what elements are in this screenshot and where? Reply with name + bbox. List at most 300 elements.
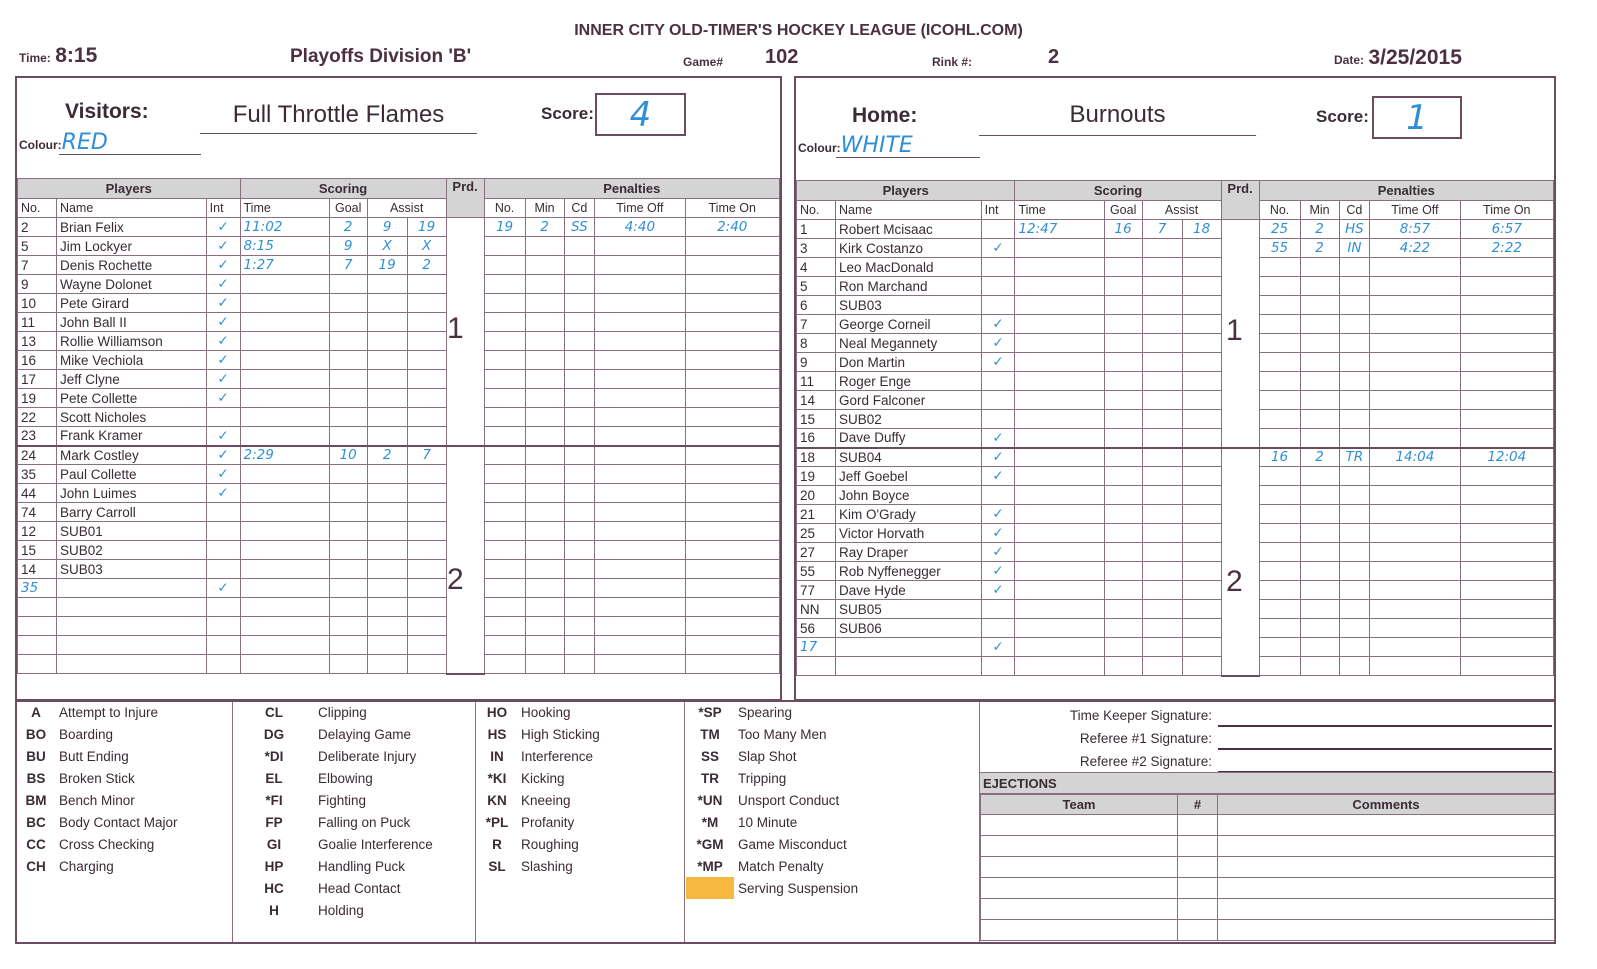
penalty-minutes[interactable] [1300,562,1339,581]
player-int-check[interactable]: ✓ [206,294,240,313]
penalty-time-on[interactable] [1460,410,1553,429]
player-int-check[interactable]: ✓ [206,332,240,351]
assist-2[interactable] [1182,448,1221,467]
penalty-time-off[interactable] [1370,543,1460,562]
penalty-time-off[interactable] [1370,391,1460,410]
penalty-code[interactable] [1339,543,1370,562]
player-number[interactable] [18,598,57,617]
penalty-code[interactable] [564,294,595,313]
player-int-check[interactable]: ✓ [206,389,240,408]
penalty-time-off[interactable] [595,636,685,655]
penalty-number[interactable] [484,522,525,541]
goal-time[interactable]: 1:27 [240,256,329,275]
penalty-number[interactable] [484,237,525,256]
player-int-check[interactable]: ✓ [206,256,240,275]
goal-time[interactable] [1015,581,1104,600]
assist-1[interactable] [367,275,407,294]
ejection-comments-cell[interactable] [1218,836,1555,857]
assist-2[interactable]: X [407,237,446,256]
assist-1[interactable] [367,636,407,655]
penalty-code[interactable] [564,560,595,579]
goal-scorer[interactable] [1104,429,1142,448]
player-number[interactable]: 74 [18,503,57,522]
player-name[interactable]: SUB02 [835,410,981,429]
goal-scorer[interactable] [1104,467,1142,486]
penalty-number[interactable] [484,427,525,446]
player-number[interactable]: 11 [18,313,57,332]
penalty-time-off[interactable] [595,560,685,579]
player-name[interactable]: Neal Megannety [835,334,981,353]
penalty-number[interactable] [1259,581,1300,600]
player-number[interactable]: 5 [18,237,57,256]
penalty-code[interactable] [1339,505,1370,524]
penalty-minutes[interactable] [1300,315,1339,334]
goal-scorer[interactable] [329,503,367,522]
goal-time[interactable] [1015,486,1104,505]
player-number[interactable]: 14 [18,560,57,579]
penalty-time-on[interactable] [685,541,780,560]
penalty-time-off[interactable] [595,294,685,313]
assist-1[interactable] [1142,581,1182,600]
assist-2[interactable] [1182,505,1221,524]
assist-2[interactable] [1182,315,1221,334]
assist-1[interactable] [367,560,407,579]
goal-scorer[interactable] [1104,372,1142,391]
player-int-check[interactable]: ✓ [981,543,1015,562]
goal-time[interactable] [1015,505,1104,524]
penalty-number[interactable] [1259,277,1300,296]
goal-time[interactable] [240,351,329,370]
penalty-code[interactable] [564,332,595,351]
penalty-minutes[interactable] [1300,486,1339,505]
player-name[interactable]: SUB04 [835,448,981,467]
goal-time[interactable] [1015,619,1104,638]
goal-scorer[interactable]: 7 [329,256,367,275]
penalty-code[interactable] [564,408,595,427]
penalty-code[interactable] [564,275,595,294]
player-int-check[interactable] [206,522,240,541]
player-name[interactable]: SUB01 [56,522,206,541]
assist-1[interactable] [367,465,407,484]
penalty-time-on[interactable] [685,275,780,294]
penalty-time-on[interactable] [685,522,780,541]
player-number[interactable]: 17 [18,370,57,389]
assist-2[interactable] [407,294,446,313]
penalty-time-on[interactable] [1460,524,1553,543]
assist-1[interactable] [1142,657,1182,676]
penalty-time-on[interactable] [1460,296,1553,315]
penalty-time-off[interactable] [595,427,685,446]
goal-time[interactable] [1015,315,1104,334]
goal-time[interactable] [1015,448,1104,467]
penalty-number[interactable] [1259,391,1300,410]
player-int-check[interactable]: ✓ [206,484,240,503]
goal-time[interactable] [240,522,329,541]
player-number[interactable]: 22 [18,408,57,427]
penalty-number[interactable] [484,484,525,503]
assist-1[interactable] [1142,315,1182,334]
penalty-minutes[interactable] [525,446,564,465]
penalty-time-off[interactable]: 4:22 [1370,239,1460,258]
penalty-time-off[interactable] [1370,619,1460,638]
penalty-minutes[interactable] [525,636,564,655]
penalty-time-on[interactable] [1460,486,1553,505]
player-name[interactable]: Denis Rochette [56,256,206,275]
player-number[interactable] [18,636,57,655]
goal-scorer[interactable] [329,617,367,636]
player-name[interactable]: Jeff Goebel [835,467,981,486]
penalty-minutes[interactable] [525,370,564,389]
penalty-time-off[interactable] [595,370,685,389]
goal-scorer[interactable] [1104,486,1142,505]
penalty-code[interactable] [564,389,595,408]
assist-1[interactable] [1142,638,1182,657]
penalty-time-off[interactable] [1370,562,1460,581]
player-number[interactable]: 8 [797,334,836,353]
assist-2[interactable] [407,579,446,598]
assist-1[interactable] [367,579,407,598]
penalty-time-off[interactable] [1370,353,1460,372]
goal-time[interactable] [240,541,329,560]
assist-2[interactable] [407,541,446,560]
penalty-minutes[interactable] [1300,638,1339,657]
penalty-number[interactable] [1259,505,1300,524]
penalty-code[interactable] [564,465,595,484]
assist-2[interactable] [407,636,446,655]
goal-scorer[interactable] [1104,543,1142,562]
penalty-time-on[interactable]: 2:22 [1460,239,1553,258]
assist-1[interactable] [1142,277,1182,296]
ejection-comments-cell[interactable] [1218,920,1555,941]
penalty-time-on[interactable] [1460,600,1553,619]
penalty-number[interactable]: 19 [484,218,525,237]
player-int-check[interactable] [981,600,1015,619]
ejection-team-cell[interactable] [981,920,1178,941]
penalty-number[interactable] [484,636,525,655]
penalty-time-off[interactable] [1370,638,1460,657]
assist-1[interactable] [1142,429,1182,448]
referee1-signature-line[interactable] [1218,748,1552,750]
player-int-check[interactable]: ✓ [206,370,240,389]
assist-2[interactable] [1182,391,1221,410]
penalty-time-off[interactable] [1370,505,1460,524]
penalty-time-on[interactable] [685,237,780,256]
goal-scorer[interactable] [1104,505,1142,524]
penalty-code[interactable] [1339,277,1370,296]
penalty-code[interactable] [564,446,595,465]
goal-time[interactable] [240,294,329,313]
penalty-time-off[interactable] [1370,486,1460,505]
assist-1[interactable] [367,617,407,636]
penalty-time-off[interactable] [1370,467,1460,486]
player-int-check[interactable] [206,598,240,617]
penalty-code[interactable] [1339,296,1370,315]
assist-1[interactable] [367,370,407,389]
goal-scorer[interactable] [329,427,367,446]
player-int-check[interactable]: ✓ [206,446,240,465]
penalty-time-on[interactable] [1460,334,1553,353]
player-number[interactable]: 7 [18,256,57,275]
penalty-minutes[interactable] [1300,372,1339,391]
player-name[interactable] [56,655,206,674]
goal-scorer[interactable] [329,541,367,560]
assist-1[interactable] [1142,353,1182,372]
assist-2[interactable] [407,408,446,427]
penalty-minutes[interactable] [1300,429,1339,448]
penalty-minutes[interactable]: 2 [1300,448,1339,467]
goal-time[interactable] [1015,600,1104,619]
penalty-time-off[interactable] [595,541,685,560]
goal-scorer[interactable] [329,408,367,427]
penalty-minutes[interactable] [525,427,564,446]
penalty-time-on[interactable] [685,332,780,351]
player-number[interactable]: 23 [18,427,57,446]
penalty-time-on[interactable] [1460,258,1553,277]
penalty-time-on[interactable]: 6:57 [1460,220,1553,239]
assist-1[interactable] [1142,391,1182,410]
player-name[interactable]: Rollie Williamson [56,332,206,351]
assist-1[interactable] [367,522,407,541]
penalty-number[interactable] [484,256,525,275]
penalty-time-on[interactable] [685,636,780,655]
penalty-time-off[interactable] [595,313,685,332]
player-int-check[interactable] [981,277,1015,296]
penalty-time-on[interactable] [685,598,780,617]
penalty-code[interactable] [1339,600,1370,619]
penalty-number[interactable] [484,389,525,408]
penalty-number[interactable] [1259,619,1300,638]
player-int-check[interactable] [206,408,240,427]
player-number[interactable]: 4 [797,258,836,277]
player-name[interactable] [56,617,206,636]
penalty-time-on[interactable] [685,427,780,446]
player-number[interactable] [18,617,57,636]
goal-scorer[interactable] [1104,448,1142,467]
assist-1[interactable]: 9 [367,218,407,237]
penalty-number[interactable] [484,598,525,617]
player-name[interactable] [56,636,206,655]
penalty-time-on[interactable] [1460,505,1553,524]
penalty-number[interactable] [1259,372,1300,391]
assist-2[interactable] [1182,410,1221,429]
goal-time[interactable] [1015,334,1104,353]
penalty-number[interactable] [1259,638,1300,657]
assist-2[interactable] [1182,277,1221,296]
penalty-code[interactable] [1339,334,1370,353]
player-int-check[interactable]: ✓ [981,638,1015,657]
assist-1[interactable] [367,408,407,427]
penalty-minutes[interactable] [1300,543,1339,562]
penalty-time-off[interactable] [1370,524,1460,543]
player-name[interactable]: Brian Felix [56,218,206,237]
player-number[interactable]: 15 [797,410,836,429]
player-int-check[interactable]: ✓ [206,313,240,332]
penalty-minutes[interactable] [1300,524,1339,543]
penalty-minutes[interactable] [525,655,564,674]
assist-2[interactable] [1182,239,1221,258]
penalty-number[interactable] [1259,467,1300,486]
penalty-time-off[interactable] [595,655,685,674]
home-colour[interactable]: Colour:WHITE [798,133,980,158]
player-name[interactable]: Ray Draper [835,543,981,562]
goal-time[interactable] [1015,410,1104,429]
player-number[interactable]: 56 [797,619,836,638]
penalty-minutes[interactable] [525,541,564,560]
assist-2[interactable] [407,313,446,332]
player-number[interactable]: 44 [18,484,57,503]
assist-1[interactable] [1142,258,1182,277]
assist-1[interactable] [1142,543,1182,562]
penalty-minutes[interactable] [525,484,564,503]
player-number[interactable]: 18 [797,448,836,467]
penalty-number[interactable] [484,446,525,465]
goal-time[interactable] [1015,467,1104,486]
player-name[interactable]: SUB02 [56,541,206,560]
goal-scorer[interactable] [1104,638,1142,657]
goal-time[interactable] [240,503,329,522]
assist-2[interactable] [407,370,446,389]
goal-time[interactable] [240,617,329,636]
player-number[interactable]: 35 [18,579,57,598]
penalty-number[interactable] [484,370,525,389]
assist-2[interactable] [407,560,446,579]
assist-2[interactable] [407,389,446,408]
ejection-number-cell[interactable] [1178,878,1218,899]
goal-scorer[interactable] [329,370,367,389]
player-number[interactable]: 6 [797,296,836,315]
penalty-time-off[interactable] [595,484,685,503]
goal-scorer[interactable] [329,484,367,503]
penalty-number[interactable] [1259,657,1300,676]
penalty-number[interactable]: 16 [1259,448,1300,467]
penalty-time-on[interactable] [1460,391,1553,410]
player-number[interactable]: 3 [797,239,836,258]
player-int-check[interactable]: ✓ [206,465,240,484]
player-int-check[interactable]: ✓ [981,334,1015,353]
goal-scorer[interactable] [1104,657,1142,676]
penalty-time-off[interactable] [595,522,685,541]
player-name[interactable]: John Luimes [56,484,206,503]
penalty-minutes[interactable]: 2 [1300,220,1339,239]
penalty-time-off[interactable] [595,351,685,370]
penalty-time-on[interactable] [685,617,780,636]
goal-time[interactable] [240,655,329,674]
assist-2[interactable] [1182,486,1221,505]
player-name[interactable]: Leo MacDonald [835,258,981,277]
penalty-time-on[interactable]: 2:40 [685,218,780,237]
player-int-check[interactable] [981,372,1015,391]
penalty-code[interactable]: SS [564,218,595,237]
penalty-minutes[interactable] [1300,296,1339,315]
penalty-minutes[interactable]: 2 [1300,239,1339,258]
timekeeper-signature-line[interactable] [1218,725,1552,727]
penalty-minutes[interactable] [1300,277,1339,296]
player-int-check[interactable]: ✓ [206,427,240,446]
goal-scorer[interactable] [329,351,367,370]
player-number[interactable]: 19 [797,467,836,486]
player-number[interactable]: 55 [797,562,836,581]
player-name[interactable]: Mike Vechiola [56,351,206,370]
goal-scorer[interactable] [329,465,367,484]
penalty-number[interactable] [484,313,525,332]
player-name[interactable]: Mark Costley [56,446,206,465]
penalty-code[interactable] [564,484,595,503]
player-number[interactable]: 17 [797,638,836,657]
penalty-code[interactable] [564,313,595,332]
penalty-code[interactable] [564,351,595,370]
ejection-team-cell[interactable] [981,857,1178,878]
player-int-check[interactable]: ✓ [206,218,240,237]
assist-2[interactable] [407,465,446,484]
penalty-time-off[interactable] [595,332,685,351]
goal-time[interactable] [240,370,329,389]
player-name[interactable]: Don Martin [835,353,981,372]
assist-2[interactable] [407,655,446,674]
goal-scorer[interactable] [329,636,367,655]
penalty-minutes[interactable] [525,617,564,636]
penalty-time-on[interactable] [1460,562,1553,581]
penalty-time-off[interactable] [1370,372,1460,391]
assist-2[interactable] [407,332,446,351]
penalty-time-on[interactable] [1460,657,1553,676]
goal-time[interactable] [1015,429,1104,448]
player-int-check[interactable] [206,503,240,522]
ejection-team-cell[interactable] [981,836,1178,857]
penalty-code[interactable] [564,370,595,389]
goal-time[interactable] [1015,657,1104,676]
penalty-number[interactable] [1259,524,1300,543]
penalty-number[interactable] [484,579,525,598]
penalty-time-on[interactable] [685,560,780,579]
penalty-minutes[interactable] [525,389,564,408]
penalty-code[interactable] [564,655,595,674]
penalty-number[interactable] [484,465,525,484]
player-name[interactable]: Ron Marchand [835,277,981,296]
player-int-check[interactable] [206,655,240,674]
penalty-minutes[interactable] [1300,581,1339,600]
player-number[interactable]: 15 [18,541,57,560]
assist-1[interactable] [367,313,407,332]
player-name[interactable]: SUB06 [835,619,981,638]
player-number[interactable]: 9 [797,353,836,372]
assist-2[interactable] [1182,258,1221,277]
penalty-number[interactable] [1259,296,1300,315]
penalty-time-on[interactable] [685,294,780,313]
player-number[interactable]: 16 [797,429,836,448]
penalty-number[interactable] [484,275,525,294]
penalty-minutes[interactable] [1300,334,1339,353]
goal-scorer[interactable] [1104,353,1142,372]
goal-time[interactable] [1015,391,1104,410]
assist-1[interactable] [367,427,407,446]
player-name[interactable]: Paul Collette [56,465,206,484]
penalty-code[interactable] [564,598,595,617]
penalty-minutes[interactable] [525,408,564,427]
goal-scorer[interactable]: 2 [329,218,367,237]
player-name[interactable]: Robert Mcisaac [835,220,981,239]
goal-time[interactable] [240,275,329,294]
player-int-check[interactable] [206,636,240,655]
assist-2[interactable] [1182,619,1221,638]
goal-scorer[interactable] [329,294,367,313]
ejection-comments-cell[interactable] [1218,857,1555,878]
penalty-time-on[interactable] [1460,467,1553,486]
player-name[interactable]: John Boyce [835,486,981,505]
player-int-check[interactable] [981,486,1015,505]
penalty-number[interactable] [484,617,525,636]
penalty-minutes[interactable] [525,275,564,294]
penalty-time-off[interactable] [1370,429,1460,448]
